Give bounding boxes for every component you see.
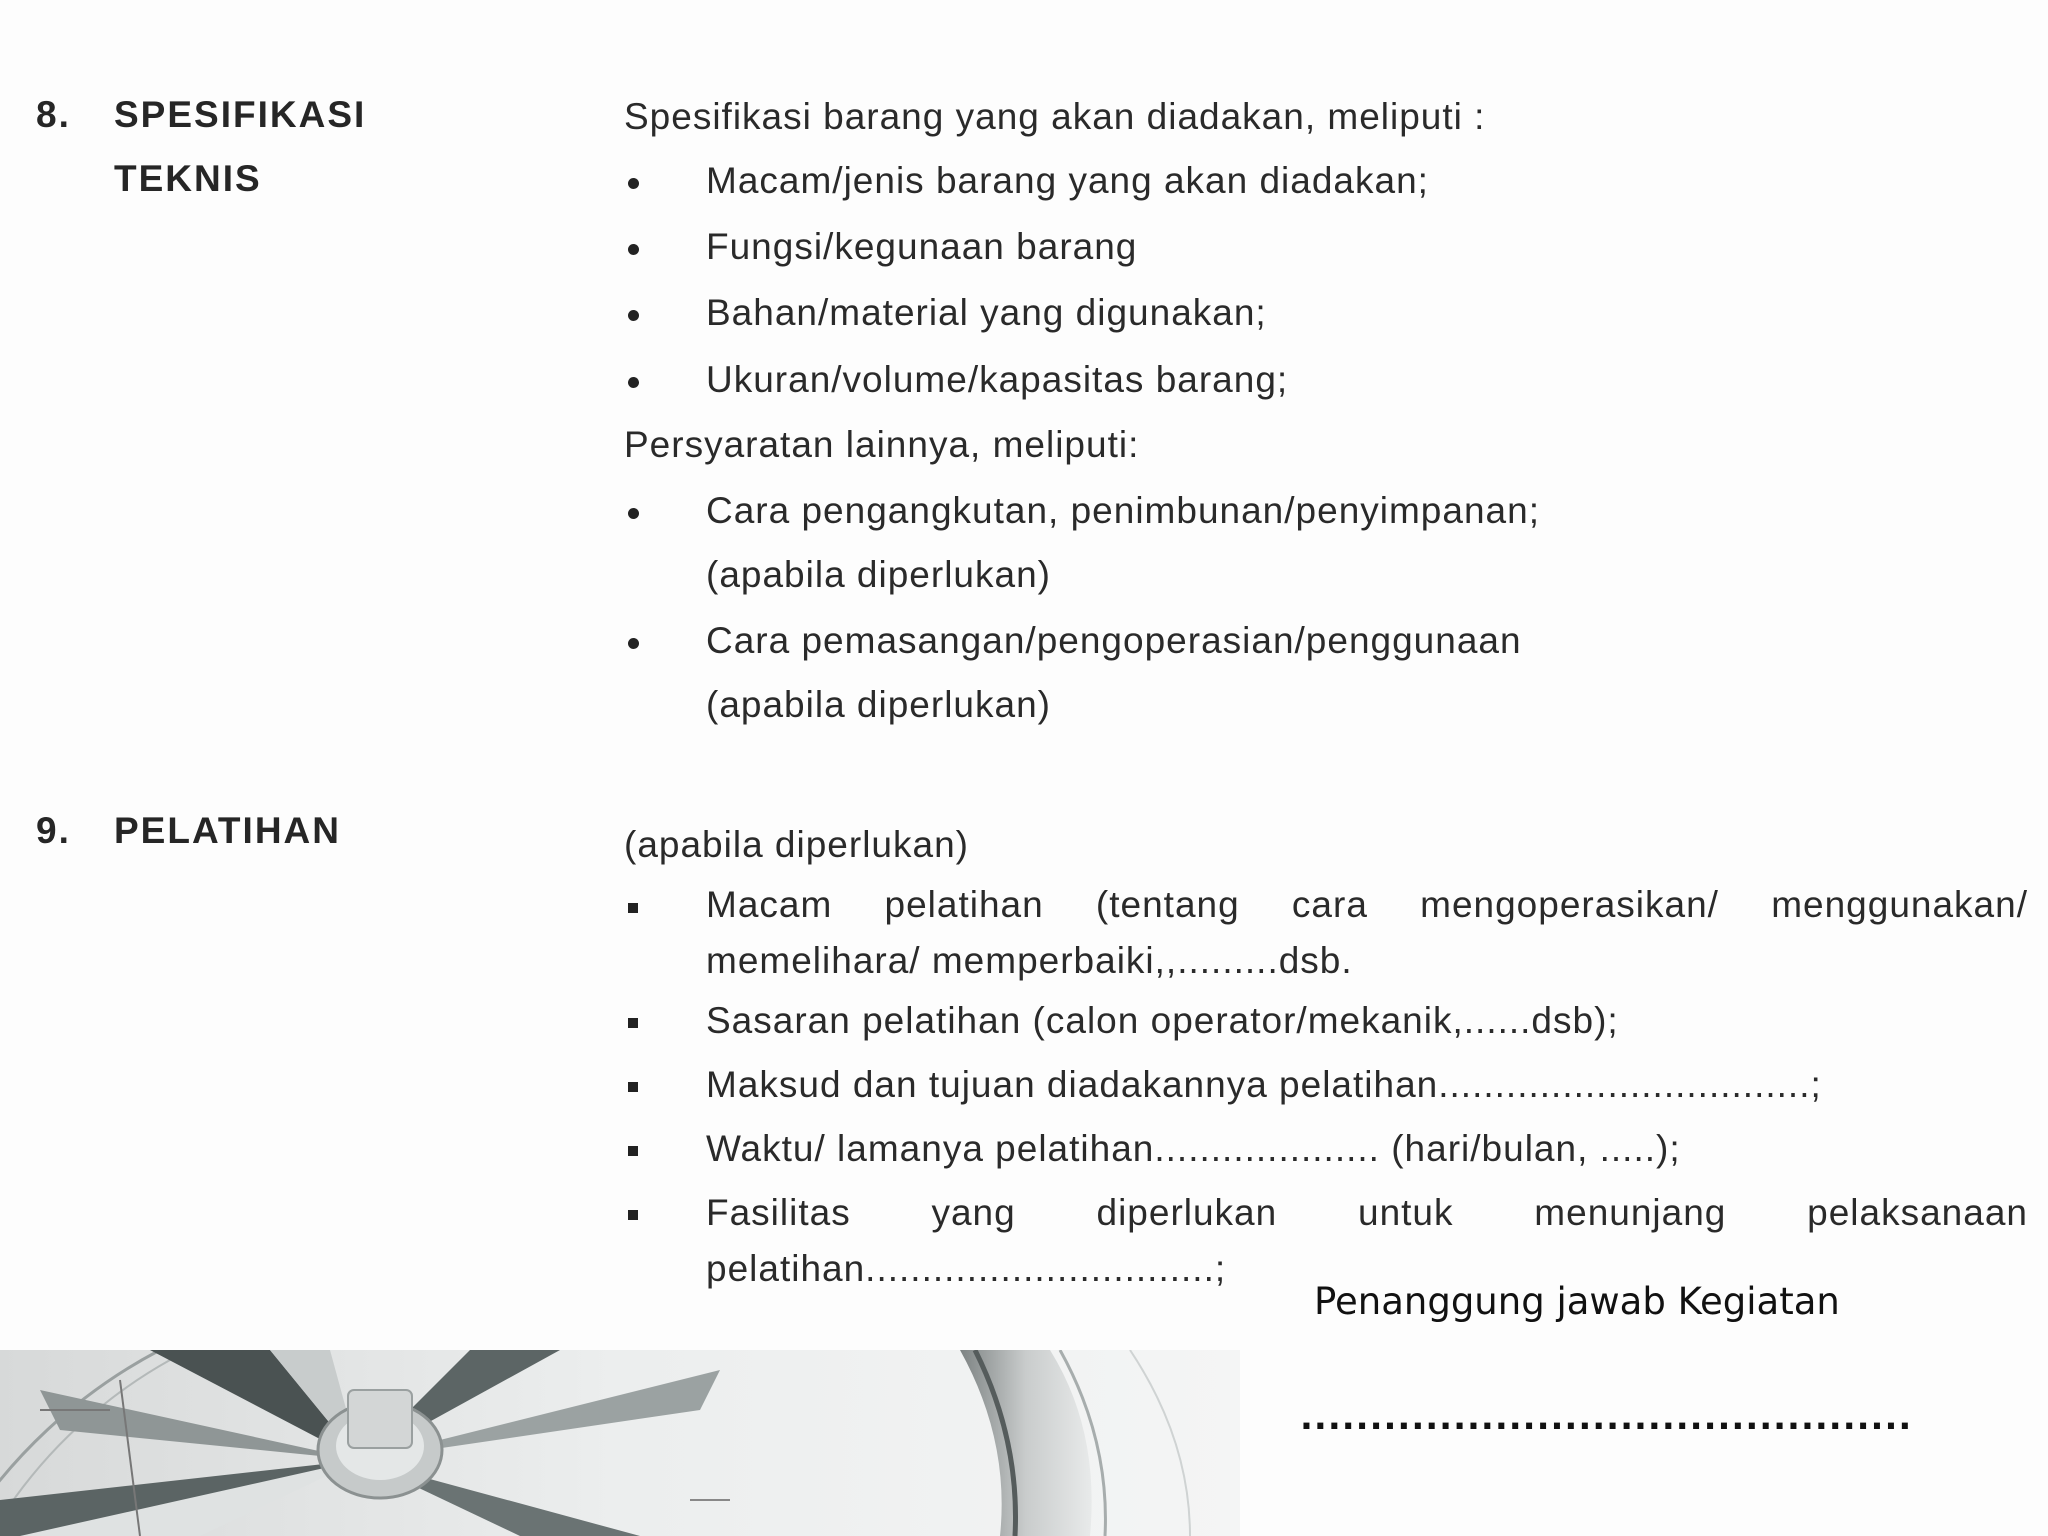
section-8-other-item-note: (apabila diperlukan) bbox=[706, 684, 1051, 725]
section-8-title-line2: TEKNIS bbox=[114, 158, 262, 199]
section-8-other-item: Cara pemasangan/pengoperasian/penggunaan bbox=[706, 620, 1522, 661]
section-8-other-item: Cara pengangkutan, penimbunan/penyimpanan; bbox=[706, 490, 1540, 531]
section-9-item-cont: pelatihan...............................; bbox=[706, 1248, 1227, 1289]
section-8-number: 8. bbox=[36, 94, 71, 135]
bullet-dot-icon bbox=[628, 244, 639, 255]
section-8-other-intro: Persyaratan lainnya, meliputi: bbox=[624, 424, 1140, 465]
bullet-square-icon bbox=[628, 1146, 638, 1156]
section-9-item: Fasilitas yang diperlukan untuk menunjang pelaksanaan bbox=[706, 1192, 2028, 1233]
section-9-item: Sasaran pelatihan (calon operator/mekanik,......dsb); bbox=[706, 1000, 1619, 1041]
section-9-item-cont: memelihara/ memperbaiki,,.........dsb. bbox=[706, 940, 1353, 981]
section-8-title-line1: SPESIFIKASI bbox=[114, 94, 367, 135]
section-9-intro: (apabila diperlukan) bbox=[624, 824, 969, 865]
compass-illustration bbox=[0, 1350, 1240, 1536]
signature-title: Penanggung jawab Kegiatan bbox=[1314, 1280, 1840, 1323]
signature-line: ............................................ bbox=[1300, 1398, 1913, 1438]
section-9-item: Waktu/ lamanya pelatihan.................... (hari/bulan, .....); bbox=[706, 1128, 1681, 1169]
section-9-title: PELATIHAN bbox=[114, 810, 341, 851]
section-8-item: Macam/jenis barang yang akan diadakan; bbox=[706, 160, 1429, 201]
section-9-item: Macam pelatihan (tentang cara mengoperasikan/ menggunakan/ bbox=[706, 884, 2028, 925]
bullet-square-icon bbox=[628, 1018, 638, 1028]
section-8-other-item-note: (apabila diperlukan) bbox=[706, 554, 1051, 595]
section-9-item: Maksud dan tujuan diadakannya pelatihan.................................; bbox=[706, 1064, 1822, 1105]
section-9-number: 9. bbox=[36, 810, 71, 851]
bullet-square-icon bbox=[628, 1082, 638, 1092]
section-8-item: Fungsi/kegunaan barang bbox=[706, 226, 1138, 267]
section-8-item: Bahan/material yang digunakan; bbox=[706, 292, 1267, 333]
bullet-square-icon bbox=[628, 1210, 638, 1220]
bullet-dot-icon bbox=[628, 508, 639, 519]
section-8-intro: Spesifikasi barang yang akan diadakan, meliputi : bbox=[624, 96, 1486, 137]
compass-photo bbox=[0, 1350, 1240, 1536]
bullet-dot-icon bbox=[628, 377, 639, 388]
bullet-dot-icon bbox=[628, 178, 639, 189]
bullet-dot-icon bbox=[628, 638, 639, 649]
section-8-item: Ukuran/volume/kapasitas barang; bbox=[706, 359, 1289, 400]
bullet-square-icon bbox=[628, 903, 638, 913]
bullet-dot-icon bbox=[628, 310, 639, 321]
